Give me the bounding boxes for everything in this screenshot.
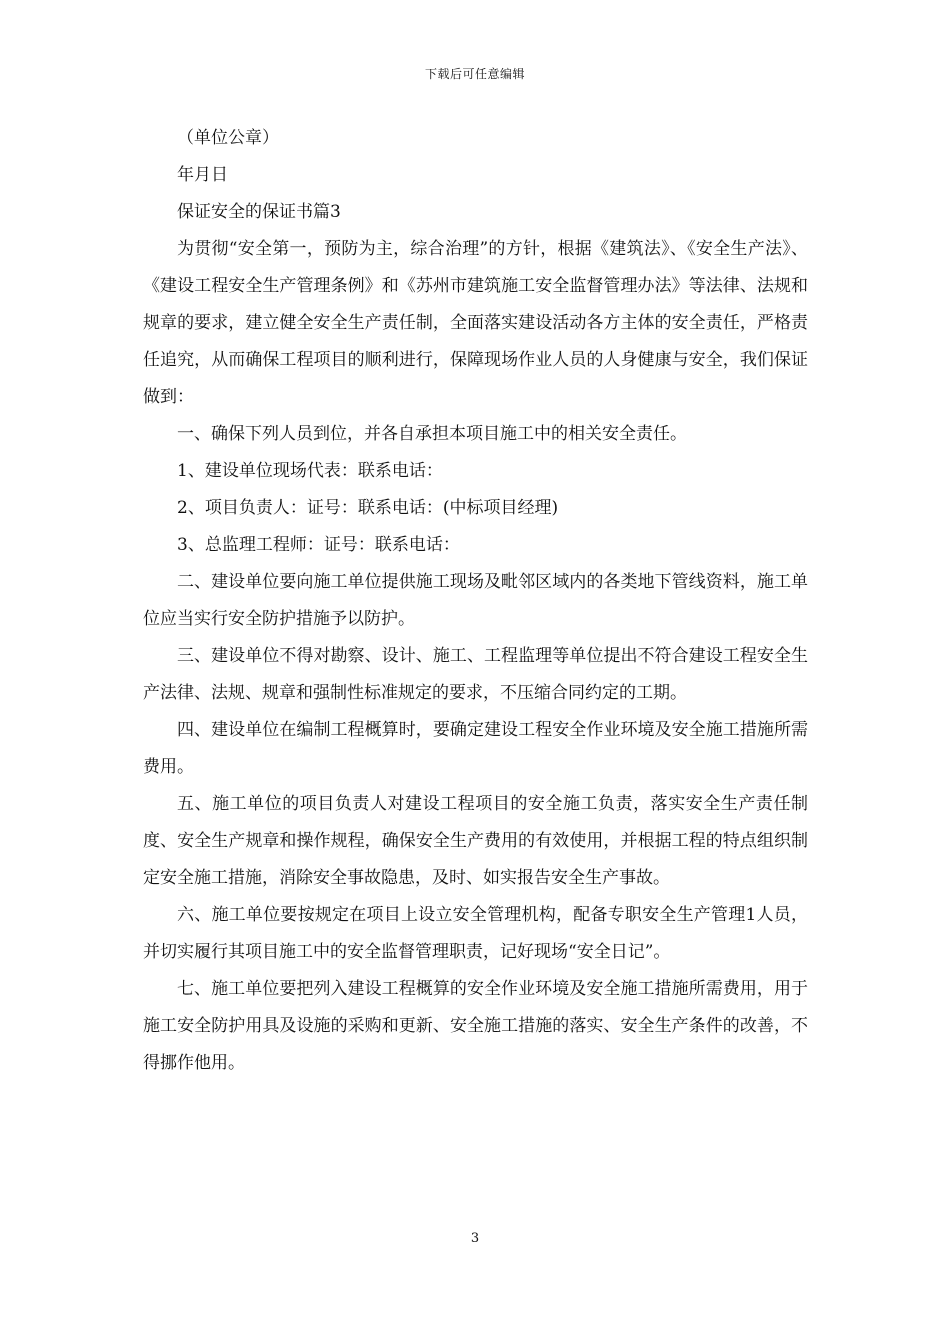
clause-1-item-1: 1、建设单位现场代表：联系电话：	[177, 461, 443, 481]
intro-paragraph: 为贯彻“安全第一，预防为主，综合治理”的方针，根据《建筑法》、《安全生产法》、《建设工程安全生产管理条例》和《苏州市建筑施工安全监督管理办法》等法律、法规和规章的要求，建立健全安全生产责任制，全面落实建设活动各方主体的安全责任，严格责任追究，从而确保工程项目的顺利进行，保障现场作业人员的人身健康与安全，我们保证做到：	[143, 239, 808, 407]
clause-2: 二、建设单位要向施工单位提供施工现场及毗邻区域内的各类地下管线资料，施工单位应当实行安全防护措施予以防护。	[143, 572, 808, 629]
document-body	[143, 120, 808, 1082]
clause-1-item-3: 3、总监理工程师：证号：联系电话：	[177, 535, 460, 555]
date-line: 年月日	[177, 165, 228, 185]
clause-1-item-2: 2、项目负责人：证号：联系电话：(中标项目经理)	[177, 498, 559, 518]
page-header: 下载后可任意编辑	[424, 67, 525, 81]
clause-6: 六、施工单位要按规定在项目上设立安全管理机构，配备专职安全生产管理1人员，并切实履行其项目施工中的安全监督管理职责，记好现场“安全日记”。	[143, 905, 808, 962]
company-seal-line: （单位公章）	[177, 128, 279, 148]
clause-7: 七、施工单位要把列入建设工程概算的安全作业环境及安全施工措施所需费用，用于施工安全防护用具及设施的采购和更新、安全施工措施的落实、安全生产条件的改善，不得挪作他用。	[143, 979, 808, 1073]
clause-5: 五、施工单位的项目负责人对建设工程项目的安全施工负责，落实安全生产责任制度、安全生产规章和操作规程，确保安全生产费用的有效使用，并根据工程的特点组织制定安全施工措施，消除安全事故隐患，及时、如实报告安全生产事故。	[143, 794, 808, 888]
section-title: 保证安全的保证书篇3	[177, 202, 341, 222]
clause-1: 一、确保下列人员到位，并各自承担本项目施工中的相关安全责任。	[177, 424, 687, 444]
clause-3: 三、建设单位不得对勘察、设计、施工、工程监理等单位提出不符合建设工程安全生产法律、法规、规章和强制性标准规定的要求，不压缩合同约定的工期。	[143, 646, 808, 703]
clause-4: 四、建设单位在编制工程概算时，要确定建设工程安全作业环境及安全施工措施所需费用。	[143, 720, 808, 777]
page-number: 3	[470, 1231, 480, 1246]
